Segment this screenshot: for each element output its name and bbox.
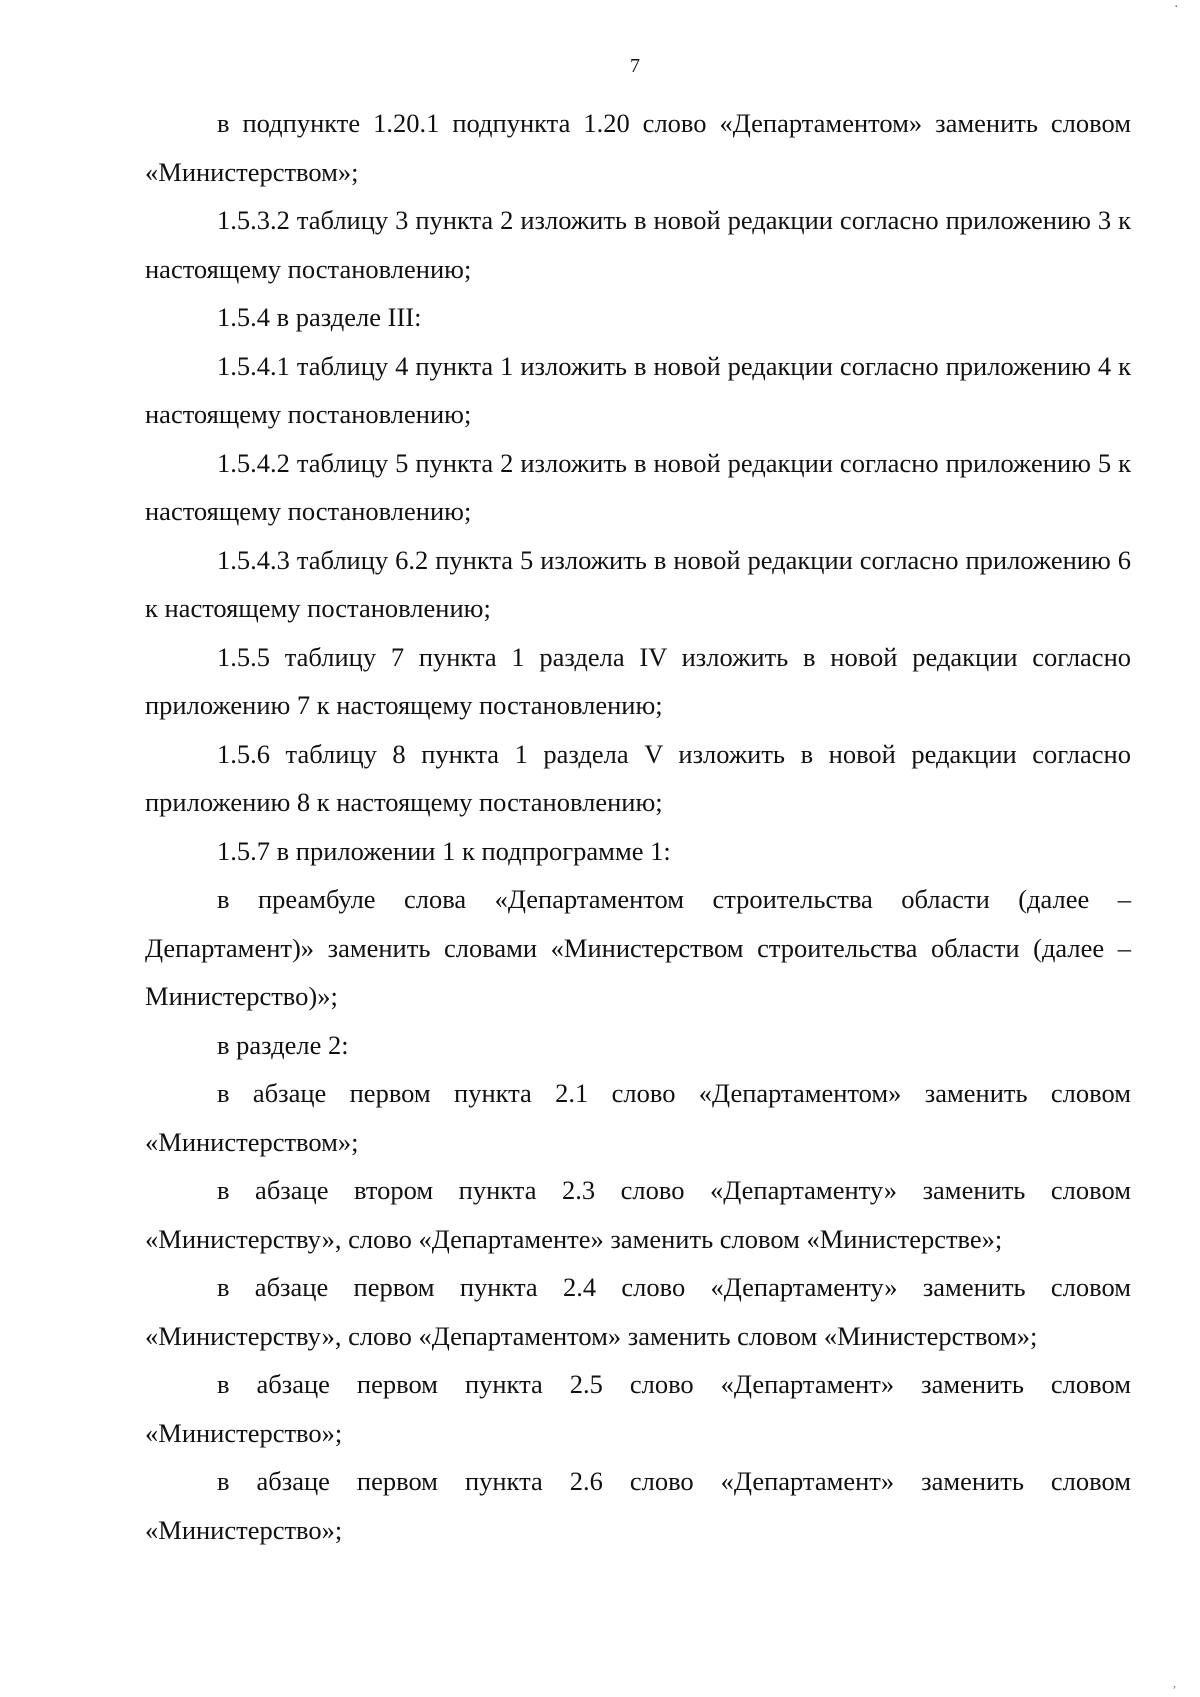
document-body xyxy=(145,99,1131,1554)
scan-mark-bottom: , xyxy=(1173,1676,1176,1690)
paragraph: в абзаце первом пункта 2.4 слово «Департаменту» заменить словом «Министерству», слово «Департаментом» заменить словом «Министерством»; xyxy=(145,1272,1131,1351)
paragraph: в абзаце втором пункта 2.3 слово «Департаменту» заменить словом «Министерству», слово «Департаменте» заменить словом «Министерстве»; xyxy=(145,1175,1131,1254)
paragraph: в абзаце первом пункта 2.6 слово «Департамент» заменить словом «Министерство»; xyxy=(145,1466,1131,1545)
paragraph: 1.5.4.1 таблицу 4 пункта 1 изложить в новой редакции согласно приложению 4 к настоящему постановлению; xyxy=(145,350,1131,429)
paragraph: 1.5.7 в приложении 1 к подпрограмме 1: xyxy=(217,835,671,866)
paragraph: в абзаце первом пункта 2.5 слово «Департамент» заменить словом «Министерство»; xyxy=(145,1369,1131,1448)
paragraph: в преамбуле слова «Департаментом строительства области (далее – Департамент)» заменить словами «Министерством строительства области (далее – Министерство)»; xyxy=(145,884,1131,1011)
paragraph: в абзаце первом пункта 2.1 слово «Департаментом» заменить словом «Министерством»; xyxy=(145,1078,1131,1157)
scan-mark-top: . xyxy=(1174,0,1178,11)
paragraph: в разделе 2: xyxy=(217,1029,349,1060)
paragraph: 1.5.4 в разделе III: xyxy=(217,302,422,332)
paragraph: 1.5.6 таблицу 8 пункта 1 раздела V изложить в новой редакции согласно приложению 8 к настоящему постановлению; xyxy=(145,738,1131,817)
paragraph: в подпункте 1.20.1 подпункта 1.20 слово «Департаментом» заменить словом «Министерством»; xyxy=(145,108,1131,187)
paragraph: 1.5.4.2 таблицу 5 пункта 2 изложить в новой редакции согласно приложению 5 к настоящему постановлению; xyxy=(145,447,1131,526)
paragraph: 1.5.3.2 таблицу 3 пункта 2 изложить в новой редакции согласно приложению 3 к настоящему постановлению; xyxy=(145,205,1131,284)
paragraph: 1.5.4.3 таблицу 6.2 пункта 5 изложить в новой редакции согласно приложению 6 к настоящему постановлению; xyxy=(145,544,1131,623)
page-number: 7 xyxy=(630,55,640,77)
paragraph: 1.5.5 таблицу 7 пункта 1 раздела IV изложить в новой редакции согласно приложению 7 к настоящему постановлению; xyxy=(145,641,1131,720)
